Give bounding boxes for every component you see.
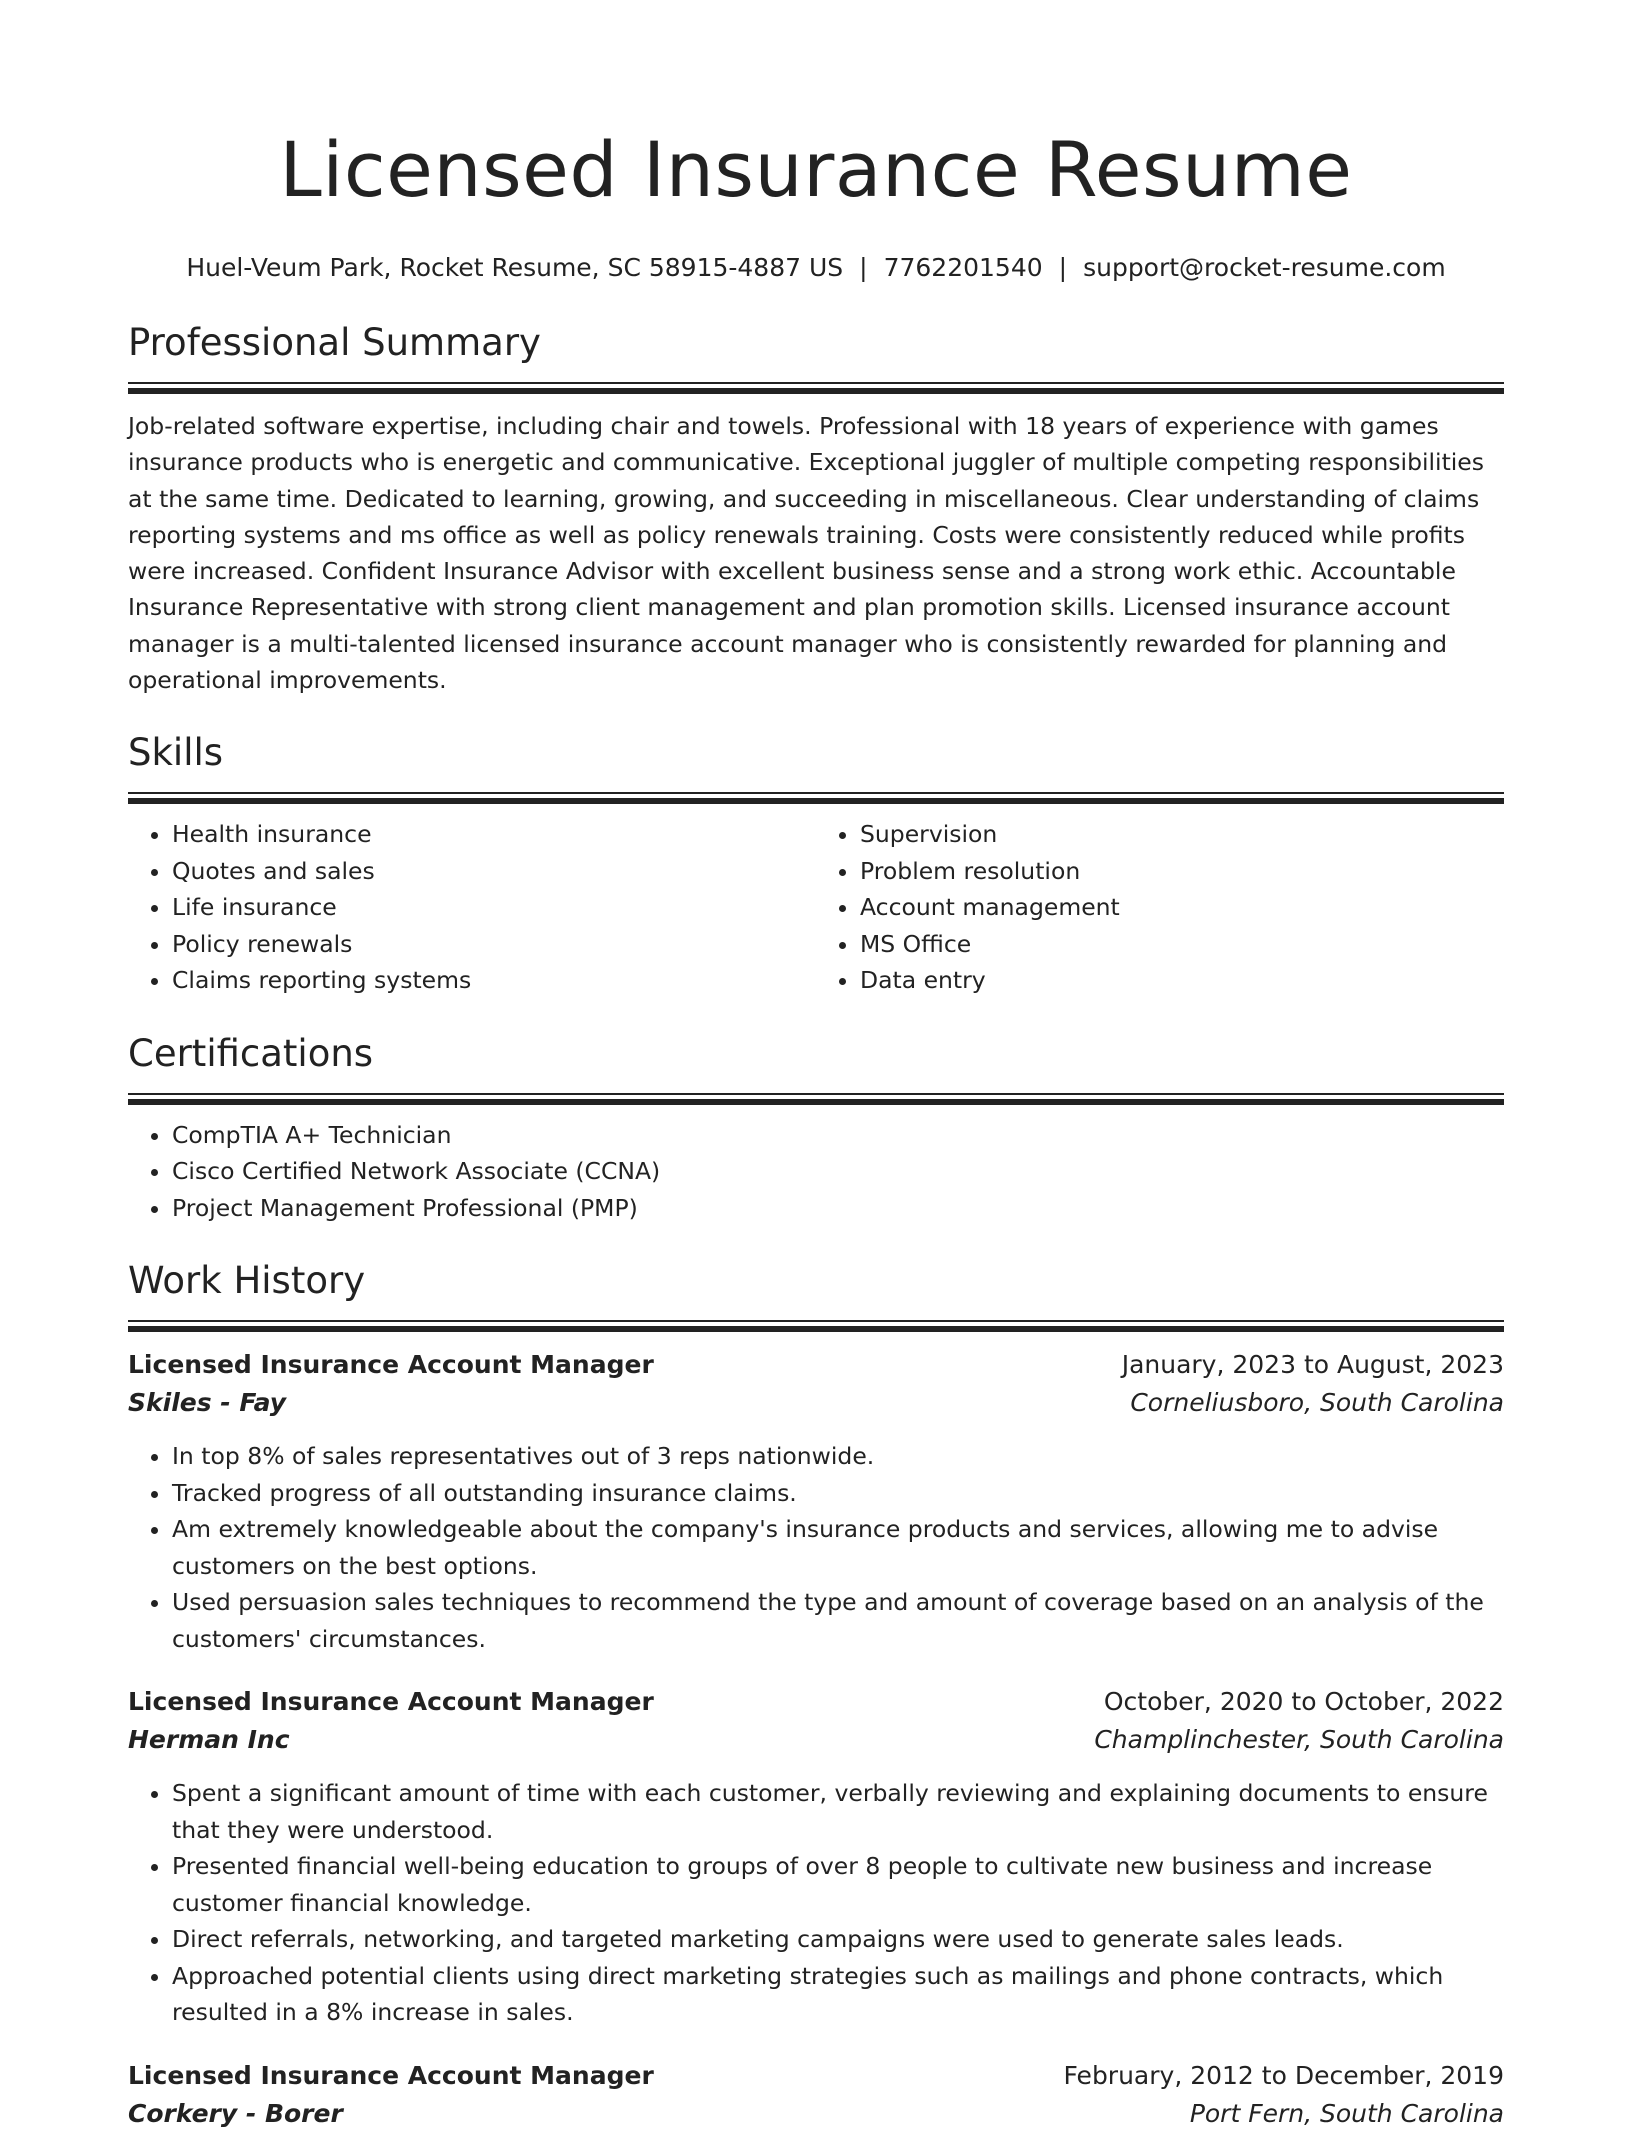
job-location: Port Fern, South Carolina [1189,2098,1504,2128]
job-subheader [128,1721,1504,1759]
contact-separator: | [859,253,868,282]
section-skills [128,728,1504,999]
contact-separator: | [1058,253,1068,282]
job-dates: January, 2023 to August, 2023 [1121,1350,1504,1380]
list-item: • Tracked progress of all outstanding insurance claims. [172,1475,1504,1512]
job-bullets [128,1438,1504,1657]
summary-text: Job-related software expertise, including chair and towels. Professional with 18 years of experience with games insurance products who is energetic and communicative. Exceptional juggler of multiple competing responsibilities at the same time. Dedicated to learning, growing, and succeeding in miscellaneous. Clear understanding of claims reporting systems and ms office as well as policy renewals training. Costs were consistently reduced while profits were increased. Confident Insurance Advisor with excellent business sense and a strong work ethic. Accountable Insurance Representative with strong client management and plan promotion skills. Licensed insurance account manager is a multi-talented licensed insurance account manager who is consistently rewarded for planning and operational improvements. [128,412,1485,695]
list-item: • Presented financial well-being education to groups of over 8 people to cultivate new business and increase customer financial knowledge. [172,1848,1504,1921]
list-item: • Project Management Professional (PMP) [172,1190,1504,1227]
list-item: • Claims reporting systems [172,962,816,999]
section-title: Work History [128,1259,366,1303]
list-item: • Cisco Certified Network Associate (CCNA) [172,1153,1504,1190]
section-title: Skills [128,731,224,775]
list-item: • Account management [860,889,1504,926]
jobs-list [128,1346,1504,2133]
job-subheader [128,1384,1504,1422]
job-title: Licensed Insurance Account Manager [128,2060,654,2090]
section-work-history [128,1256,1504,2133]
job-entry [128,1346,1504,1657]
list-item: • Spent a significant amount of time with each customer, verbally reviewing and explaining documents to ensure that they were understood. [172,1775,1504,1848]
job-header [128,1346,1504,1384]
skills-grid [128,804,1504,999]
list-item: • MS Office [860,926,1504,963]
section-divider [128,382,1504,394]
job-title: Licensed Insurance Account Manager [128,1350,654,1380]
job-bullets [128,1775,1504,2031]
job-header [128,1683,1504,1721]
certifications-list [128,1117,1504,1227]
job-location: Champlinchester, South Carolina [1094,1725,1504,1755]
job-company: Herman Inc [128,1725,290,1755]
list-item: • Health insurance [172,816,816,853]
list-item: • Life insurance [172,889,816,926]
contact-address: Huel-Veum Park, Rocket Resume, SC 58915-4887 US [186,253,844,282]
skills-list-left [128,816,816,999]
list-item: • CompTIA A+ Technician [172,1117,1504,1154]
job-header [128,2057,1504,2095]
list-item: • Data entry [860,962,1504,999]
job-dates: October, 2020 to October, 2022 [1103,1687,1504,1717]
resume-title: Licensed Insurance Resume [279,125,1353,214]
list-item: • Used persuasion sales techniques to recommend the type and amount of coverage based on an analysis of the customers' circumstances. [172,1584,1504,1657]
section-title: Certifications [128,1031,374,1075]
job-dates: February, 2012 to December, 2019 [1063,2060,1504,2090]
section-certifications [128,1029,1504,1227]
list-item: • Am extremely knowledgeable about the company's insurance products and services, allowing me to advise customers on the best options. [172,1511,1504,1584]
job-entry [128,2057,1504,2133]
contact-email: support@rocket-resume.com [1083,253,1446,282]
section-divider [128,1093,1504,1105]
list-item: • Direct referrals, networking, and targeted marketing campaigns were used to generate sales leads. [172,1921,1504,1958]
list-item: • Policy renewals [172,926,816,963]
list-item: • Quotes and sales [172,853,816,890]
section-summary [128,318,1504,698]
job-company: Skiles - Fay [128,1388,286,1418]
job-subheader [128,2095,1504,2133]
skills-list-right [816,816,1504,999]
job-location: Corneliusboro, South Carolina [1130,1388,1504,1418]
job-entry [128,1683,1504,2031]
job-company: Corkery - Borer [128,2098,343,2128]
section-divider [128,792,1504,804]
job-title: Licensed Insurance Account Manager [128,1687,654,1717]
contact-line [128,250,1504,286]
section-divider [128,1320,1504,1332]
contact-phone: 7762201540 [883,253,1043,282]
list-item: • In top 8% of sales representatives out of 3 reps nationwide. [172,1438,1504,1475]
list-item: • Problem resolution [860,853,1504,890]
list-item: • Supervision [860,816,1504,853]
list-item: • Approached potential clients using direct marketing strategies such as mailings and phone contracts, which resulted in a 8% increase in sales. [172,1958,1504,2031]
section-title: Professional Summary [128,321,541,364]
